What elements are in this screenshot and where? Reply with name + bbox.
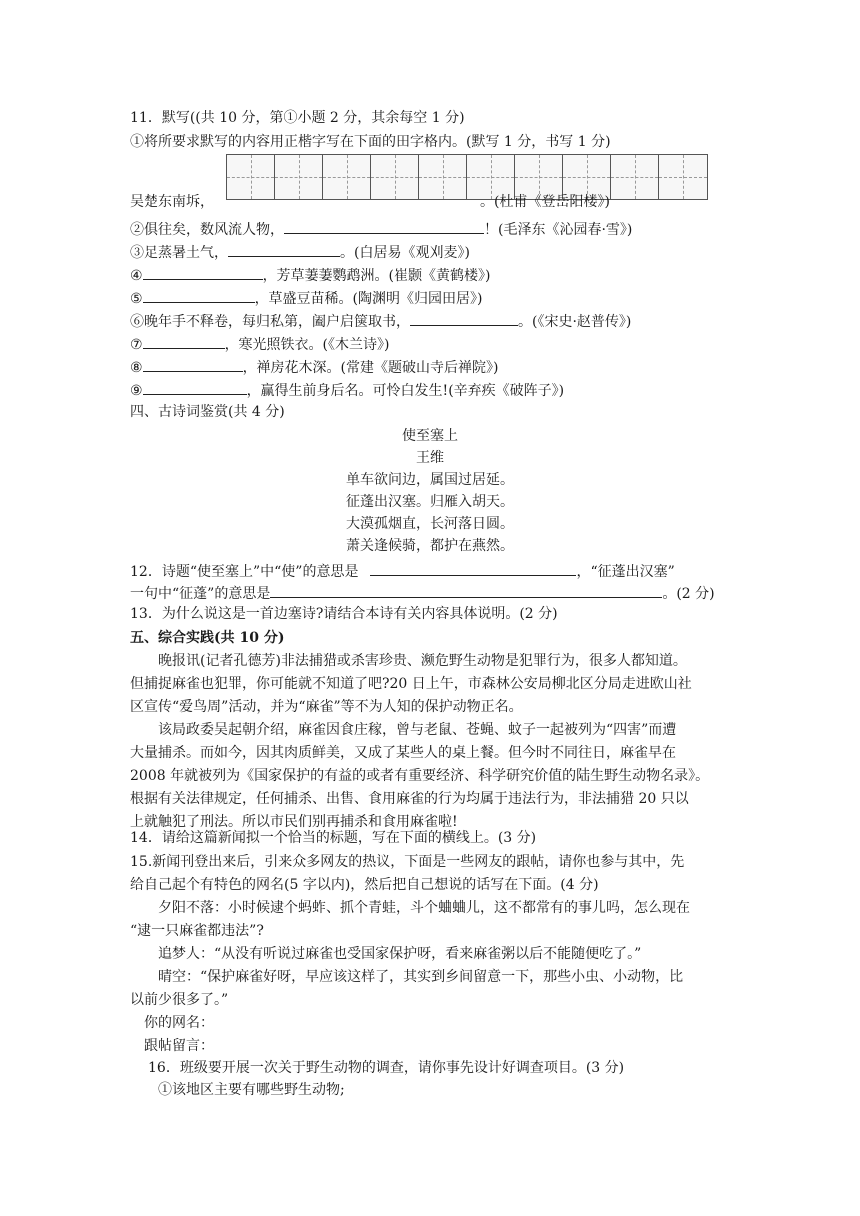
q11-item-8 <box>130 356 499 378</box>
post-line: 以前少很多了。” <box>130 992 229 1008</box>
news-line: 大量捕杀。而如今，因其肉质鲜美，又成了某些人的桌上餐。但今时不同往日，麻雀早在 <box>130 745 676 761</box>
q16-item-1: ①该地区主要有哪些野生动物; <box>158 1082 345 1098</box>
post-line: “逮一只麻雀都违法”? <box>130 923 264 939</box>
grid-cell[interactable] <box>659 155 707 199</box>
poem-line: 萧关逢候骑，都护在燕然。 <box>346 538 514 554</box>
grid-suffix: 。(杜甫《登岳阳楼》) <box>480 194 610 210</box>
item-text: ，芳草萋萋鹦鹉洲。(崔颢《黄鹤楼》) <box>262 268 491 284</box>
q11-title: 11．默写((共 10 分，第①小题 2 分，其余每空 1 分) <box>130 110 465 126</box>
item-text: 。(白居易《观刈麦》) <box>340 245 470 261</box>
item-text: ⑧ <box>130 360 143 376</box>
answer-blank[interactable] <box>143 287 255 303</box>
item-text: ③足蒸暑土气， <box>130 245 228 261</box>
q13: 13．为什么说这是一首边塞诗?请结合本诗有关内容具体说明。(2 分) <box>130 606 558 622</box>
answer-blank[interactable] <box>370 560 576 576</box>
answer-blank[interactable] <box>143 264 263 280</box>
item-text: ⑤ <box>130 291 143 307</box>
answer-blank[interactable] <box>143 379 247 395</box>
grid-cell[interactable] <box>371 155 419 199</box>
answer-blank[interactable] <box>143 356 243 372</box>
item-text: ，禅房花木深。(常建《题破山寺后禅院》) <box>242 360 499 376</box>
q11-item-6 <box>130 310 631 332</box>
q11-item-2 <box>130 218 632 240</box>
grid-cell[interactable] <box>275 155 323 199</box>
grid-cell[interactable] <box>227 155 275 199</box>
item-text: 。(《宋史·赵普传》) <box>518 314 632 330</box>
q11-item-9 <box>130 379 564 401</box>
news-line: 区宣传“爱鸟周”活动，并为“麻雀”等不为人知的保护动物正名。 <box>130 699 523 715</box>
post-line: 晴空：“保护麻雀好呀，早应该这样了，其实到乡间留意一下，那些小虫、小动物，比 <box>158 969 684 985</box>
item-text: ，赢得生前身后名。可怜白发生!(辛弃疾《破阵子》) <box>246 383 565 399</box>
news-line: 根据有关法律规定，任何捕杀、出售、食用麻雀的行为均属于违法行为，非法捕猎 20 只以 <box>130 791 689 807</box>
answer-blank[interactable] <box>284 218 484 234</box>
news-line: 该局政委吴起朝介绍，麻雀因食庄稼，曾与老鼠、苍蝇、蚊子一起被列为“四害”而遭 <box>158 722 677 738</box>
item-text: ⑦ <box>130 337 143 353</box>
post-line: 追梦人：“从没有听说过麻雀也受国家保护呀，看来麻雀粥以后不能随便吃了。” <box>158 946 642 962</box>
writing-grid[interactable] <box>226 154 708 200</box>
poem-title: 使至塞上 <box>402 428 458 444</box>
grid-prefix: 吴楚东南坼， <box>130 194 214 210</box>
item-text: ②俱往矣，数风流人物， <box>130 222 284 238</box>
answer-blank[interactable] <box>410 310 518 326</box>
q11-item-3 <box>130 241 470 263</box>
q12-line2 <box>130 582 715 604</box>
your-reply-label: 跟帖留言： <box>144 1038 214 1054</box>
q15-line: 15.新闻刊登出来后，引来众多网友的热议，下面是一些网友的跟帖，请你也参与其中，先 <box>130 854 685 870</box>
post-line: 夕阳不落：小时候逮个蚂蚱、抓个青蛙，斗个蛐蛐儿，这不都常有的事儿吗，怎么现在 <box>158 900 690 916</box>
poem-line: 单车欲问边，属国过居延。 <box>346 472 514 488</box>
q12-text: ，“征蓬出汉塞” <box>576 564 675 580</box>
poem-line: 大漠孤烟直，长河落日圆。 <box>346 516 514 532</box>
section5-heading: 五、综合实践(共 10 分) <box>130 630 285 646</box>
news-line: 2008 年就被列为《国家保护的有益的或者有重要经济、科学研究价值的陆生野生动物名录》。 <box>130 768 710 784</box>
item-text: ④ <box>130 268 143 284</box>
q11-instruction: ①将所要求默写的内容用正楷字写在下面的田字格内。(默写 1 分，书写 1 分) <box>130 134 611 150</box>
q15-line: 给自己起个有特色的网名(5 字以内)，然后把自己想说的话写在下面。(4 分) <box>130 877 599 893</box>
item-text: ⑥晚年手不释卷，每归私第，阖户启箧取书， <box>130 314 410 330</box>
news-line: 晚报讯(记者孔德芳)非法捕猎或杀害珍贵、濒危野生动物是犯罪行为，很多人都知道。 <box>158 653 687 669</box>
item-text: ，寒光照铁衣。(《木兰诗》) <box>224 337 390 353</box>
grid-cell[interactable] <box>611 155 659 199</box>
q11-item-7 <box>130 333 390 355</box>
answer-blank[interactable] <box>143 333 225 349</box>
answer-blank[interactable] <box>270 582 662 598</box>
q12-text: 。(2 分) <box>662 586 715 602</box>
q12-text: 一句中“征蓬”的意思是 <box>130 586 271 602</box>
q12-line1 <box>130 560 675 582</box>
q11-item-5 <box>130 287 483 309</box>
q12-text: 12．诗题“使至塞上”中“使”的意思是 <box>130 564 359 580</box>
q11-item-4 <box>130 264 491 286</box>
section4-heading: 四、古诗词鉴赏(共 4 分) <box>130 404 285 420</box>
grid-cell[interactable] <box>419 155 467 199</box>
news-line: 但捕捉麻雀也犯罪，你可能就不知道了吧?20 日上午，市森林公安局柳北区分局走进欧山社 <box>130 676 692 692</box>
your-name-label: 你的网名： <box>144 1015 214 1031</box>
grid-cell[interactable] <box>323 155 371 199</box>
item-text: ⑨ <box>130 383 143 399</box>
q16: 16．班级要开展一次关于野生动物的调查，请你事先设计好调查项目。(3 分) <box>148 1060 625 1076</box>
q14: 14．请给这篇新闻拟一个恰当的标题，写在下面的横线上。(3 分) <box>130 830 537 846</box>
item-text: ！(毛泽东《沁园春·雪》) <box>484 222 633 238</box>
poem-line: 征蓬出汉塞。归雁入胡天。 <box>346 494 514 510</box>
item-text: ，草盛豆苗稀。(陶渊明《归园田居》) <box>254 291 483 307</box>
poem-author: 王维 <box>416 450 444 466</box>
news-line: 上就触犯了刑法。所以市民们别再捕杀和食用麻雀啦! <box>130 814 458 830</box>
answer-blank[interactable] <box>228 241 340 257</box>
